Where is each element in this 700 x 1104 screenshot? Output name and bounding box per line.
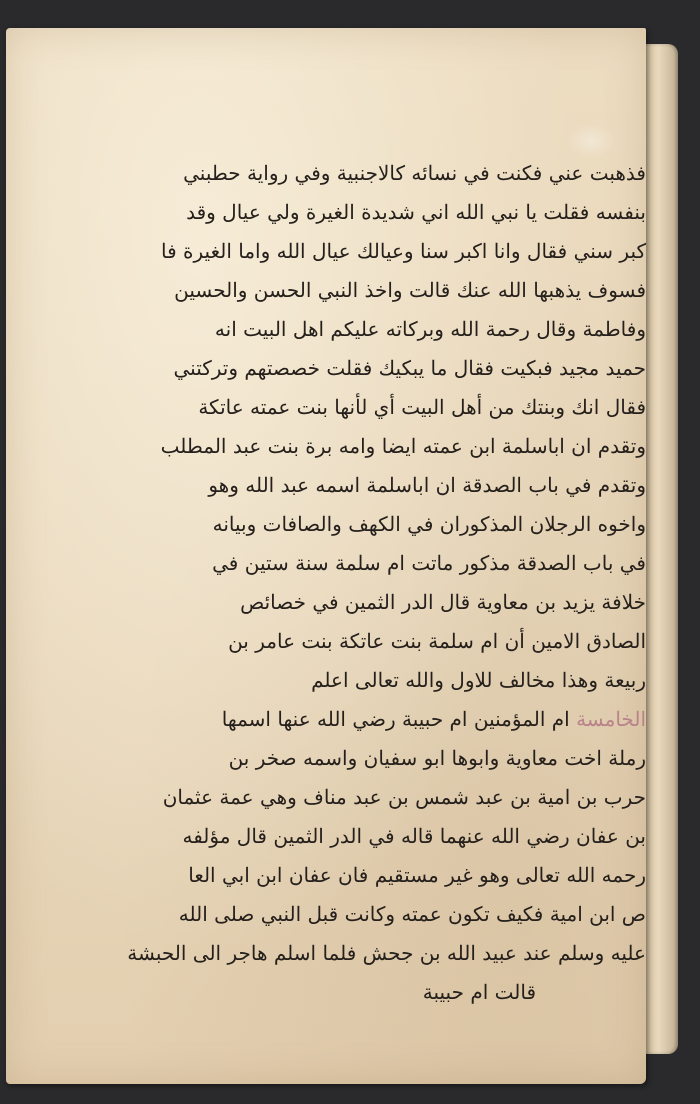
- text-line: حميد مجيد فبكيت فقال ما يبكيك فقلت خصصتهم وتركتني: [173, 356, 646, 380]
- manuscript-text: [24, 154, 646, 1012]
- manuscript-page: [6, 28, 646, 1084]
- text-line: وفاطمة وقال رحمة الله وبركاته عليكم اهل البيت انه: [214, 317, 646, 341]
- text-line: ربيعة وهذا مخالف للاول والله تعالى اعلم: [311, 668, 646, 692]
- text-line: الصادق الامين أن ام سلمة بنت عاتكة بنت عامر بن: [228, 629, 646, 653]
- text-line: خلافة يزيد بن معاوية قال الدر الثمين في خصائص: [240, 590, 646, 614]
- text-line: رملة اخت معاوية وابوها ابو سفيان واسمه صخر بن: [228, 746, 646, 770]
- text-line: واخوه الرجلان المذكوران في الكهف والصافات وبيانه: [212, 512, 646, 536]
- text-line: بنفسه فقلت يا نبي الله اني شديدة الغيرة ولي عيال وقد: [186, 200, 646, 224]
- text-line: وتقدم في باب الصدقة ان اباسلمة اسمه عبد الله وهو: [208, 473, 646, 497]
- rubric-line-text: ام المؤمنين ام حبيبة رضي الله عنها اسمها: [221, 707, 570, 731]
- text-line: رحمه الله تعالى وهو غير مستقيم فان عفان ابن ابي العا: [188, 863, 646, 887]
- text-line: كبر سني فقال وانا اكبر سنا وعيالك عيال الله واما الغيرة فا: [161, 239, 646, 263]
- rubric-heading: الخامسة: [576, 707, 646, 731]
- text-line: فسوف يذهبها الله عنك قالت واخذ النبي الحسن والحسين: [174, 278, 646, 302]
- text-line: ص ابن امية فكيف تكون عمته وكانت قبل النبي صلى الله: [178, 902, 646, 926]
- text-line: وتقدم ان اباسلمة ابن عمته ايضا وامه برة بنت عبد المطلب: [160, 434, 646, 458]
- text-line: عليه وسلم عند عبيد الله بن جحش فلما اسلم هاجر الى الحبشة: [127, 941, 646, 965]
- text-line: فقال انك وبنتك من أهل البيت أي لأنها بنت عمته عاتكة: [198, 395, 646, 419]
- text-line: في باب الصدقة مذكور ماتت ام سلمة سنة ستين في: [212, 551, 646, 575]
- text-line: حرب بن امية بن عبد شمس بن عبد مناف وهي عمة عثمان: [162, 785, 646, 809]
- text-line: قالت ام حبيبة: [422, 980, 536, 1004]
- text-line: بن عفان رضي الله عنهما قاله في الدر الثمين قال مؤلفه: [182, 824, 646, 848]
- rubric-line: [24, 700, 646, 739]
- text-line: فذهبت عني فكنت في نسائه كالاجنبية وفي رواية حطبني: [183, 161, 646, 185]
